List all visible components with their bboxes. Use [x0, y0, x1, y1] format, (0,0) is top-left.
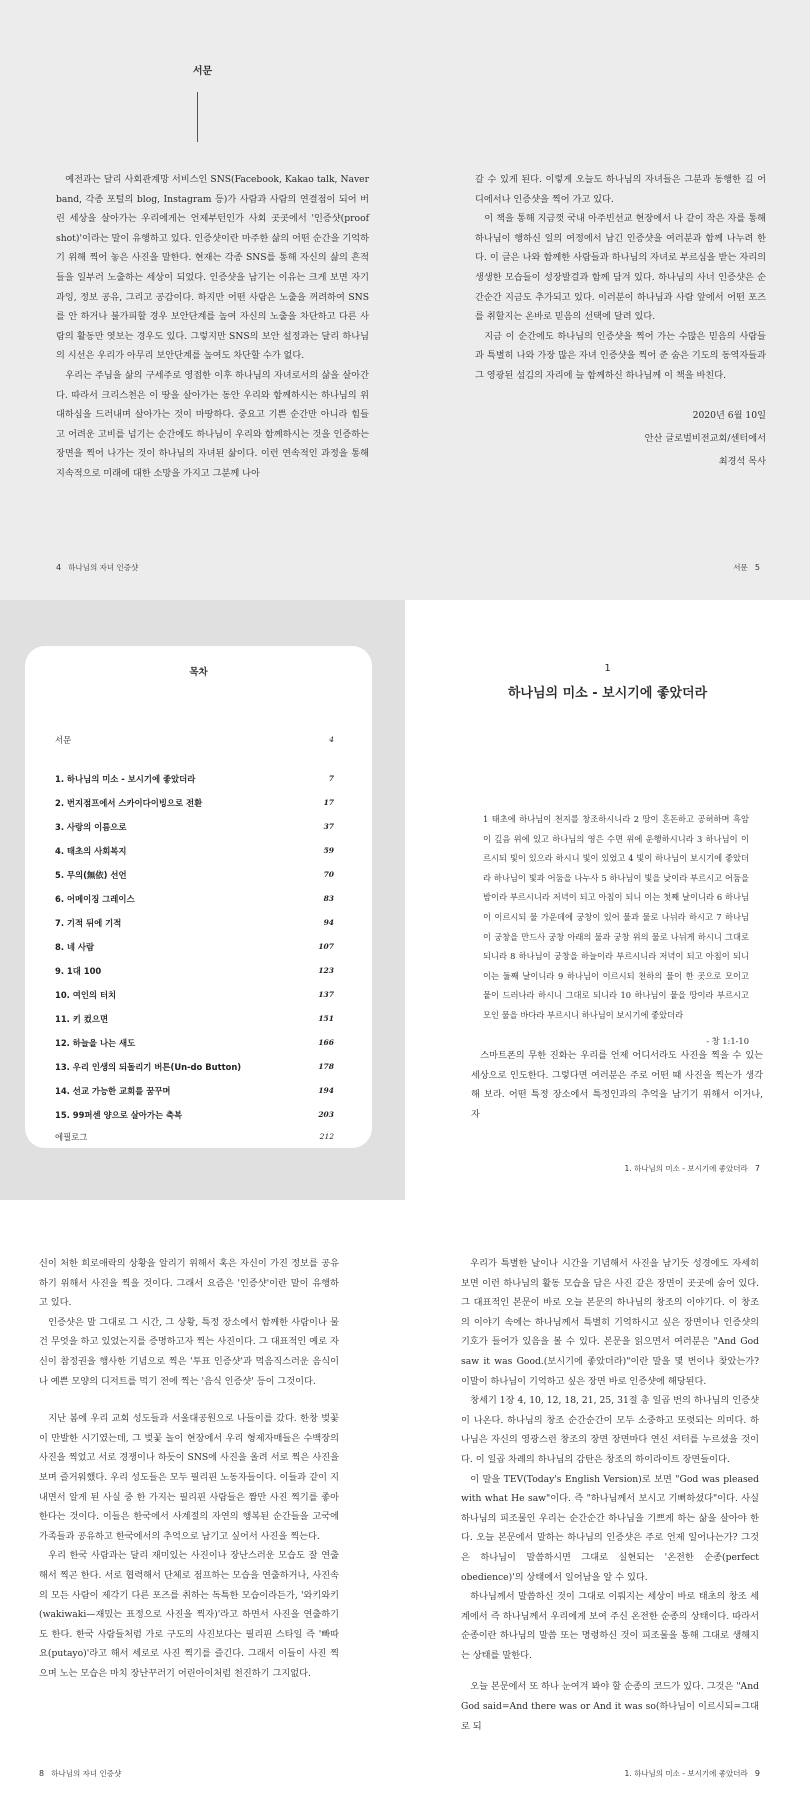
toc-entry-page: 151 [318, 1014, 334, 1023]
church: 안산 글로벌비전교회/센터에서 [644, 432, 766, 444]
toc-entry-page: 137 [318, 990, 334, 999]
paragraph: 창세기 1장 4, 10, 12, 18, 21, 25, 31절 총 일곱 번의 하나님의 인증샷이 나온다. 하나님의 창조 순간순간이 모두 소중하고 또렷되는 의미다. 하나님은 자신의 영광스런 창조의 장면 장면마다 연신 셔터를 누르셨을 것이다. 이 일곱 차례의 하나님의 감탄은 창조의 하이라이트 장면들이다. [461, 1395, 759, 1465]
toc-entry[interactable] [55, 868, 334, 882]
toc-entry[interactable] [55, 820, 334, 834]
paragraph: 스마트폰의 무한 진화는 우리를 언제 어디서라도 사진을 찍을 수 있는 세상으로 인도한다. 그렇다면 여러분은 주로 어떤 때 사진을 찍는가 생각해 보라. 어떤 특정 장소에서 특정인과의 추억을 남기기 위해서 이거나, 자 [471, 1050, 763, 1120]
paragraph: 갈 수 있게 된다. 이렇게 오늘도 하나님의 자녀들은 그분과 동행한 길 어디에서나 인증샷을 찍어 가고 있다. [475, 174, 766, 205]
toc-entry-label: 서문 [55, 735, 72, 745]
quote-text: 1 태초에 하나님이 천지를 창조하시니라 2 땅이 혼돈하고 공허하며 흑암이 깊음 위에 있고 하나님의 영은 수면 위에 운행하시니라 3 하나님이 이르시되 빛이 있으라 하시니 빛이 있었고 4 빛이 하나님이 보시기에 좋았더라 하나님이 빛과 어둠을 나누사 5 하나님이 빛을 낮이라 부르시고 어둠을 밤이라 부르시니라 저녁이 되고 아침이 되니 이는 첫째 날이니라 6 하나님이 이르시되 물 가운데에 궁창이 있어 물과 물로 나뉘라 하시고 7 하나님이 궁창을 만드사 궁창 아래의 물과 궁창 위의 물로 나뉘게 하시니 그대로 되니라 8 하나님이 궁창을 하늘이라 부르시니라 저녁이 되고 아침이 되니 이는 둘째 날이니라 9 하나님이 이르시되 천하의 물이 한 곳으로 모이고 뭍이 드러나라 하시니 그대로 되니라 10 하나님이 뭍을 땅이라 부르시고 모인 물을 바다라 부르시니 하나님이 보시기에 좋았더라 [483, 814, 749, 1020]
folio-right [733, 562, 760, 573]
page-8 [0, 1200, 405, 1800]
toc-entry-page: 37 [323, 822, 334, 831]
paragraph: 이 책을 통해 지금껏 국내 아주빈선교 현장에서 나 같이 작은 자를 통해 하나님이 행하신 일의 여정에서 남긴 인증샷을 여러분과 함께 나누려 한다. 이 글은 나와 함께한 사람들과 하나님의 자녀로 부르심을 받는 자리의 생생한 모습들이 성장발걸과 함께 담겨 있다. 하나님의 사너 인증샷은 순간순간 지금도 추가되고 있다. 이러분이 하나님과 사람 앞에서 어떤 포즈를 취할지는 온바로 믿음의 선택에 달려 있다. [475, 213, 766, 323]
heading-divider [197, 92, 198, 142]
paragraph: 오늘 본문에서 또 하나 눈여겨 봐야 할 순종의 코드가 있다. 그것은 "And God said=And there was or And it was so(하나님이 이르시되=그대로 되 [461, 1681, 759, 1732]
preface-heading: 서문 [192, 66, 213, 77]
toc-entry-page: 194 [318, 1086, 334, 1095]
toc-entry-label: 7. 기적 뒤에 기적 [55, 918, 122, 928]
page-number: 7 [754, 1164, 760, 1173]
toc-entry-label: 3. 사랑의 이름으로 [55, 822, 127, 832]
paragraph: 우리 한국 사람과는 달리 재미있는 사진이나 장난스러운 모습도 잘 연출해서 찍곤 한다. 서로 협력해서 단체로 점프하는 모습을 연출하거나, 사진속의 모든 사람이 제각기 다른 포즈를 취하는 독특한 모습이라든가, '와키와키(wakiwaki—재밌는 표정으로 사진을 찍자)'라고 하면서 사진을 연출하기도 한다. 한국 사람들처럼 가로 구도의 사진보다는 필리핀 스타일 즉 '빠따요(putayo)'라고 해서 세로로 사진 찍기를 즐긴다. 그래서 이들이 사진 찍으며 노는 모습은 마치 장난꾸러기 어린아이처럼 천진하기 그지없다. [39, 1550, 339, 1679]
toc-entry[interactable] [55, 1108, 334, 1122]
date: 2020년 6월 10일 [692, 409, 766, 421]
chapter-page [405, 600, 810, 1200]
toc-entry[interactable] [55, 1036, 334, 1050]
toc-entry[interactable] [55, 772, 334, 786]
toc-entry[interactable] [55, 916, 334, 930]
toc-entry-label: 에필로그 [55, 1132, 88, 1142]
page-number: 4 [56, 563, 62, 572]
toc-entry-page: 17 [323, 798, 334, 807]
folio-left [39, 1768, 121, 1779]
toc-entry-label: 6. 어메이징 그레이스 [55, 894, 135, 904]
toc-entry-label: 1. 하나님의 미소 - 보시기에 좋았더라 [55, 774, 196, 784]
paragraph: 인증샷은 말 그대로 그 시간, 그 상황, 특정 장소에서 함께한 사람이나 물건 무엇을 하고 있었는지를 증명하고자 찍는 사진이다. 그 대표적인 예로 자신이 참정권을 행사한 기념으로 찍은 '투표 인증샷'과 먹음직스러운 음식이나 예쁜 모양의 디저트를 먹기 전에 찍는 '음식 인증샷' 등이 그것이다. [39, 1316, 339, 1387]
paragraph: 하나님께서 말씀하신 것이 그대로 이뤄지는 세상이 바로 태초의 창조 세계에서 즉 하나님께서 우리에게 보여 주신 온전한 순종의 상태이다. 따라서 순종이란 하나님의 말씀 또는 명령하신 것이 피조물을 통해 그대로 생해지는 상태를 말한다. [461, 1591, 759, 1661]
toc-entry[interactable] [55, 1012, 334, 1026]
paragraph: 이 말을 TEV(Today's English Version)로 보면 "God was pleased with what He saw"이다. 즉 "하나님께서 보시고 기뻐하셨다"이다. 사실 하나님의 피조물인 우리는 순간순간 하나님을 기쁘게 하는 삶을 살아야 한다. 오늘 본문에서 말하는 하나님의 인증샷은 주로 언제 일어나는가? 그것은 하나님이 말씀하시면 그대로 실현되는 '온전한 순종(perfect obedience)'의 상태에서 일어남을 알 수 있다. [461, 1473, 759, 1583]
paragraph: 지금 이 순간에도 하나님의 인증샷을 찍어 가는 수많은 믿음의 사람들과 특별히 나와 가장 많은 자녀 인증샷을 찍어 준 숨은 기도의 동역자들과 그 영광된 섬김의 자리에 늘 함께하신 하나님께 이 책을 바친다. [475, 330, 766, 381]
running-title: 1. 하나님의 미소 - 보시기에 좋았더라 [624, 1164, 748, 1173]
toc-entry[interactable] [55, 964, 334, 978]
toc-entry-label: 4. 태초의 사회복지 [55, 846, 127, 856]
paragraph: 우리가 특별한 날이나 시간을 기념해서 사진을 남기듯 성경에도 자세히 보면 이런 하나님의 활동 모습을 담은 사진 같은 장면이 곳곳에 숨어 있다. 그 대표적인 본문이 바로 오늘 본문의 하나님의 창조의 이야기다. 이 창조의 이야기 속에는 하나님께서 특별히 기억하시고 싶은 장면이나 인증샷의 기호가 들어가 있음을 볼 수 있다. 본문을 읽으면서 여러분은 "And God saw it was Good.(보시기에 좋았더라)"이란 말을 몇 번이나 찾았는가? 이말이 하나님이 기억하고 싶은 장면 바로 인증샷에 해당된다. [461, 1258, 759, 1387]
toc-entry-page: 94 [323, 918, 334, 927]
folio-left [56, 562, 138, 573]
body-text-left [39, 1254, 339, 1683]
quote-citation: - 창 1:1-10 [706, 1035, 749, 1046]
toc-entry-page: 59 [323, 846, 334, 855]
toc-entry-label: 5. 무의(無依) 선언 [55, 870, 127, 880]
page-5 [405, 0, 810, 600]
toc-entry[interactable] [55, 796, 334, 810]
toc-entry[interactable] [55, 1060, 334, 1074]
running-title: 하나님의 자녀 인증샷 [51, 1769, 122, 1778]
author: 최경석 목사 [718, 455, 766, 467]
page-number: 9 [754, 1769, 760, 1778]
toc-entry[interactable] [55, 940, 334, 954]
toc-entry-label: 13. 우리 인생의 되돌리기 버튼(Un-do Button) [55, 1062, 242, 1072]
paragraph: 예전과는 달리 사회관계망 서비스인 SNS(Facebook, Kakao talk, Naver band, 각종 포털의 blog, Instagram 등)가 사람과 사람의 연결점이 되어 버린 세상을 살아가는 우리에게는 언제부턴인가 사회 곳곳에서 '인증샷(proof shot)'이라는 말이 유행하고 있다. 인증샷이란 마주한 삶의 어떤 순간을 기억하기 위해 찍어 놓은 사진을 말한다. 현재는 각종 SNS를 통해 자신의 삶의 흔적들을 일부러 노출하는 세상이 되었다. 인증샷을 남기는 이유는 크게 보면 자기 과잉, 정보 공유, 그리고 공감이다. 하지만 어떤 사람은 노출을 꺼려하여 SNS를 안 하거나 불가피할 경우 보안단계를 높여 자신의 노출을 차단하고 다른 사람의 활동만 엿보는 경우도 있다. 그렇지만 SNS의 보안 설정과는 달리 하나님의 시선은 우리가 아무리 보안단계를 높여도 차단할 수가 없다. [56, 174, 369, 362]
chapter-title: 하나님의 미소 - 보시기에 좋았더라 [507, 686, 708, 701]
toc-entry-label: 12. 하늘을 나는 새도 [55, 1038, 136, 1048]
toc-entry-preface[interactable] [55, 733, 334, 747]
toc-entry[interactable] [55, 892, 334, 906]
page-number: 5 [754, 563, 760, 572]
toc-entry-page: 7 [328, 774, 334, 783]
running-title: 서문 [733, 563, 748, 572]
folio-right [625, 1163, 760, 1174]
page-number: 8 [39, 1769, 45, 1778]
paragraph: 지난 봄에 우리 교회 성도들과 서울대공원으로 나들이를 갔다. 한창 벚꽃이 만발한 시기였는데, 그 벚꽃 놀이 현장에서 우리 형제자매들은 수백장의 사진을 찍었고 서로 경쟁이나 하듯이 SNS에 사진을 올려 서로 찍은 사진을 보며 즐거워했다. 우리 성도들은 모두 필리핀 노동자들이다. 이들과 같이 지내면서 알게 된 사실 중 한 가지는 필리핀 사람들은 짬만 사진 찍기를 좋아한다는 것이다. 이들은 한국에서 사계절의 자연의 행복된 순간들을 고국에 가족들과 공유하고 한국에서의 추억으로 남기고 싶어서 사진을 찍는다. [39, 1413, 339, 1542]
body-text-right [461, 1254, 759, 1736]
table-of-contents [25, 646, 372, 1148]
toc-entry-page: 178 [318, 1062, 334, 1071]
page-4 [0, 0, 405, 600]
toc-entry-page: 107 [318, 942, 334, 951]
toc-entry-label: 11. 키 컸으면 [55, 1014, 109, 1024]
toc-entry-page: 123 [318, 966, 334, 975]
toc-entry-label: 8. 네 사람 [55, 942, 95, 952]
toc-entry-page: 203 [318, 1110, 334, 1119]
toc-entry-label: 10. 여인의 터치 [55, 990, 117, 1000]
preface-text-right [475, 170, 766, 473]
preface-text-left [56, 170, 369, 484]
toc-entry-page: 83 [323, 894, 334, 903]
chapter-number: 1 [604, 663, 611, 674]
spread-preface [0, 0, 810, 600]
running-title: 하나님의 자녀 인증샷 [68, 563, 139, 572]
toc-entry-label: 2. 번지점프에서 스카이다이빙으로 전환 [55, 798, 203, 808]
toc-entry-label: 14. 선교 가능한 교회를 꿈꾸며 [55, 1086, 171, 1096]
scripture-quote [483, 810, 749, 1052]
toc-entry-page: 70 [323, 870, 334, 879]
page-9 [405, 1200, 810, 1800]
paragraph: 신이 처한 희로애락의 상황을 알리기 위해서 혹은 자신이 가진 정보를 공유하기 위해서 사진을 찍을 것이다. 그래서 요즘은 '인증샷'이란 말이 유행하고 있다. [39, 1258, 339, 1309]
toc-entry[interactable] [55, 1084, 334, 1098]
spread-chapter-pages [0, 1200, 810, 1800]
toc-entry-page: 212 [319, 1132, 334, 1141]
folio-right [625, 1768, 760, 1779]
toc-title: 목차 [189, 667, 208, 678]
toc-entry-epilogue[interactable] [55, 1130, 334, 1144]
toc-entry-page: 166 [318, 1038, 334, 1047]
paragraph: 우리는 주님을 삶의 구세주로 영접한 이후 하나님의 자녀로서의 삶을 살아간다. 따라서 크리스천은 이 땅을 살아가는 동안 우리와 함께하시는 하나님의 위대하심을 드러내며 살아가는 것이 마땅하다. 중요고 기쁜 순간만 아니라 힘들고 어려운 고비를 넘기는 순간에도 하나님이 우리와 함께하시는 것을 인증하는 장면을 찍어 나가는 것이 하나님의 자녀된 삶이다. 이런 연속적인 과정을 통해 지속적으로 미래에 대한 소망을 가지고 그분께 나아 [56, 369, 369, 479]
toc-entry-label: 9. 1대 100 [55, 966, 102, 976]
toc-entry[interactable] [55, 988, 334, 1002]
toc-entry[interactable] [55, 844, 334, 858]
running-title: 1. 하나님의 미소 - 보시기에 좋았더라 [624, 1769, 748, 1778]
toc-entry-page: 4 [329, 735, 334, 744]
toc-entry-label: 15. 99퍼센 양으로 살아가는 축복 [55, 1110, 183, 1120]
chapter-body [471, 1046, 763, 1124]
